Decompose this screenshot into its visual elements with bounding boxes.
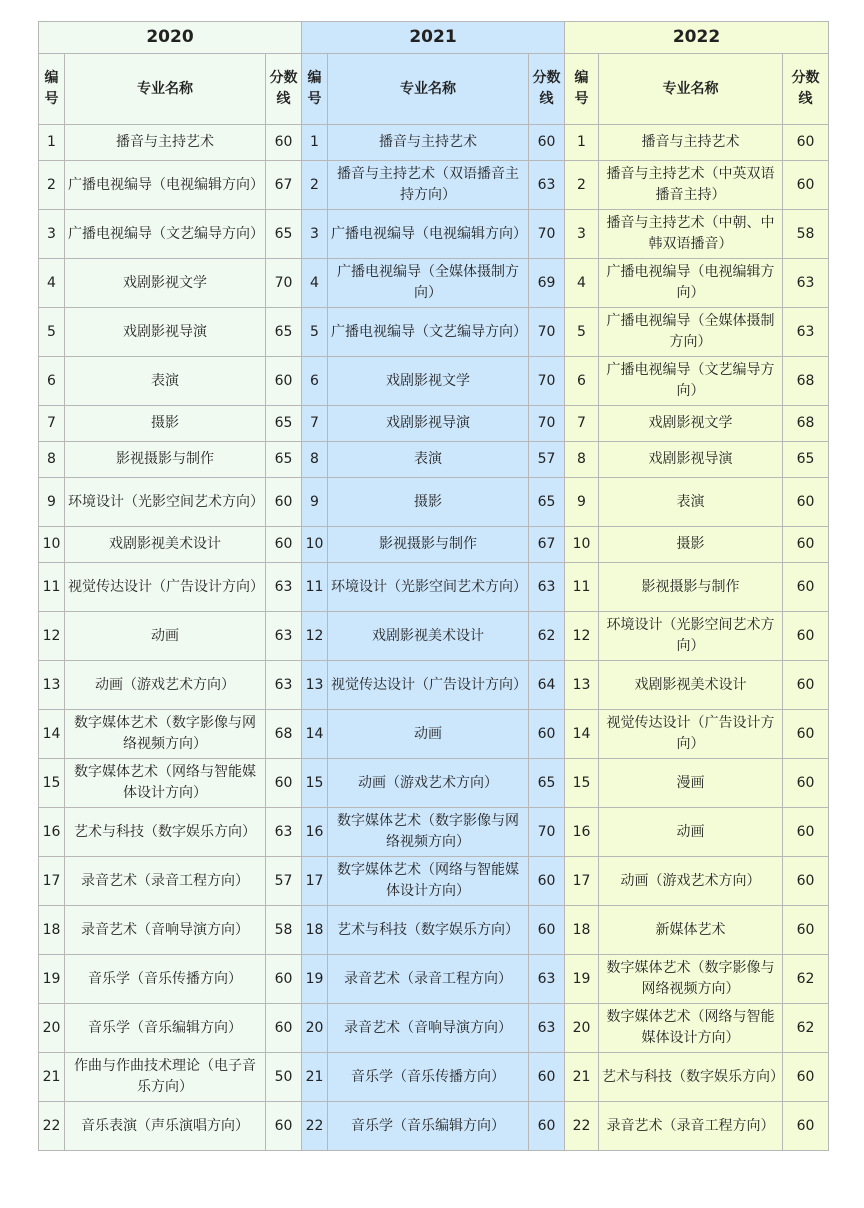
row-number: 13 (565, 661, 599, 710)
table-row (39, 612, 829, 661)
cutoff-score: 63 (266, 808, 302, 857)
major-name: 广播电视编导（电视编辑方向） (328, 210, 529, 259)
row-number: 5 (302, 308, 328, 357)
col-header-num: 编号 (39, 54, 65, 125)
year-header-row (39, 22, 829, 54)
cutoff-score: 70 (529, 406, 565, 442)
cutoff-score: 65 (266, 442, 302, 478)
col-header-score: 分数线 (266, 54, 302, 125)
cutoff-score: 63 (529, 955, 565, 1004)
major-name: 播音与主持艺术 (65, 125, 266, 161)
row-number: 18 (565, 906, 599, 955)
cutoff-score: 68 (783, 406, 829, 442)
row-number: 2 (302, 161, 328, 210)
major-name: 录音艺术（音响导演方向） (328, 1004, 529, 1053)
row-number: 16 (565, 808, 599, 857)
table-row (39, 710, 829, 759)
major-name: 作曲与作曲技术理论（电子音乐方向） (65, 1053, 266, 1102)
row-number: 11 (39, 563, 65, 612)
row-number: 15 (302, 759, 328, 808)
cutoff-score: 57 (266, 857, 302, 906)
row-number: 6 (39, 357, 65, 406)
major-name: 戏剧影视美术设计 (599, 661, 783, 710)
cutoff-score: 60 (266, 527, 302, 563)
year-header: 2020 (39, 22, 302, 54)
table-row (39, 1053, 829, 1102)
cutoff-score: 67 (266, 161, 302, 210)
cutoff-score: 60 (783, 527, 829, 563)
major-name: 影视摄影与制作 (328, 527, 529, 563)
cutoff-score: 60 (783, 661, 829, 710)
row-number: 17 (39, 857, 65, 906)
row-number: 15 (39, 759, 65, 808)
cutoff-score: 63 (529, 1004, 565, 1053)
major-name: 录音艺术（录音工程方向） (599, 1102, 783, 1151)
row-number: 1 (565, 125, 599, 161)
major-name: 播音与主持艺术（双语播音主持方向） (328, 161, 529, 210)
major-name: 摄影 (328, 478, 529, 527)
table-row (39, 563, 829, 612)
major-name: 广播电视编导（文艺编导方向） (65, 210, 266, 259)
major-name: 艺术与科技（数字娱乐方向） (65, 808, 266, 857)
cutoff-score: 69 (529, 259, 565, 308)
major-name: 环境设计（光影空间艺术方向） (599, 612, 783, 661)
major-name: 摄影 (599, 527, 783, 563)
row-number: 10 (565, 527, 599, 563)
row-number: 1 (39, 125, 65, 161)
row-number: 14 (302, 710, 328, 759)
row-number: 7 (302, 406, 328, 442)
major-name: 动画 (65, 612, 266, 661)
row-number: 16 (302, 808, 328, 857)
major-name: 表演 (599, 478, 783, 527)
major-name: 新媒体艺术 (599, 906, 783, 955)
table-row (39, 308, 829, 357)
row-number: 5 (565, 308, 599, 357)
row-number: 9 (565, 478, 599, 527)
major-name: 音乐学（音乐编辑方向） (65, 1004, 266, 1053)
cutoff-score: 63 (783, 308, 829, 357)
col-header-name: 专业名称 (328, 54, 529, 125)
row-number: 14 (39, 710, 65, 759)
cutoff-score: 58 (783, 210, 829, 259)
cutoff-score: 63 (529, 563, 565, 612)
col-header-name: 专业名称 (599, 54, 783, 125)
row-number: 21 (39, 1053, 65, 1102)
cutoff-score: 63 (783, 259, 829, 308)
row-number: 6 (302, 357, 328, 406)
major-name: 录音艺术（录音工程方向） (328, 955, 529, 1004)
cutoff-score: 65 (529, 478, 565, 527)
row-number: 22 (565, 1102, 599, 1151)
cutoff-score: 70 (266, 259, 302, 308)
cutoff-score: 63 (266, 563, 302, 612)
row-number: 9 (302, 478, 328, 527)
major-name: 广播电视编导（文艺编导方向） (328, 308, 529, 357)
row-number: 7 (565, 406, 599, 442)
major-name: 戏剧影视文学 (599, 406, 783, 442)
row-number: 11 (565, 563, 599, 612)
row-number: 5 (39, 308, 65, 357)
cutoff-score: 60 (783, 1102, 829, 1151)
cutoff-score: 57 (529, 442, 565, 478)
cutoff-score: 60 (783, 563, 829, 612)
table-body (39, 125, 829, 1151)
cutoff-score: 70 (529, 308, 565, 357)
cutoff-score: 65 (266, 406, 302, 442)
row-number: 14 (565, 710, 599, 759)
major-name: 音乐学（音乐传播方向） (65, 955, 266, 1004)
major-name: 广播电视编导（全媒体摄制方向） (328, 259, 529, 308)
row-number: 19 (565, 955, 599, 1004)
major-name: 动画 (599, 808, 783, 857)
cutoff-score: 60 (266, 478, 302, 527)
table-row (39, 759, 829, 808)
major-name: 戏剧影视导演 (599, 442, 783, 478)
row-number: 17 (565, 857, 599, 906)
row-number: 8 (565, 442, 599, 478)
row-number: 20 (565, 1004, 599, 1053)
cutoff-score: 60 (266, 955, 302, 1004)
row-number: 2 (565, 161, 599, 210)
major-name: 影视摄影与制作 (65, 442, 266, 478)
table-row (39, 808, 829, 857)
major-name: 动画（游戏艺术方向） (599, 857, 783, 906)
row-number: 12 (302, 612, 328, 661)
major-name: 播音与主持艺术（中英双语播音主持） (599, 161, 783, 210)
row-number: 17 (302, 857, 328, 906)
row-number: 9 (39, 478, 65, 527)
major-name: 广播电视编导（文艺编导方向） (599, 357, 783, 406)
cutoff-score: 60 (783, 478, 829, 527)
row-number: 19 (39, 955, 65, 1004)
row-number: 4 (39, 259, 65, 308)
table-row (39, 527, 829, 563)
major-name: 数字媒体艺术（数字影像与网络视频方向） (599, 955, 783, 1004)
table-row (39, 1102, 829, 1151)
cutoff-score: 65 (529, 759, 565, 808)
table-row (39, 161, 829, 210)
cutoff-score: 60 (783, 808, 829, 857)
major-name: 音乐学（音乐传播方向） (328, 1053, 529, 1102)
cutoff-score: 60 (266, 759, 302, 808)
cutoff-score: 70 (529, 357, 565, 406)
major-name: 视觉传达设计（广告设计方向） (328, 661, 529, 710)
cutoff-score: 68 (266, 710, 302, 759)
major-name: 影视摄影与制作 (599, 563, 783, 612)
cutoff-score: 63 (266, 661, 302, 710)
cutoff-score: 60 (529, 1102, 565, 1151)
row-number: 12 (39, 612, 65, 661)
cutoff-score: 65 (783, 442, 829, 478)
major-name: 数字媒体艺术（网络与智能媒体设计方向） (65, 759, 266, 808)
row-number: 7 (39, 406, 65, 442)
table-row (39, 955, 829, 1004)
major-name: 音乐表演（声乐演唱方向） (65, 1102, 266, 1151)
major-name: 环境设计（光影空间艺术方向） (328, 563, 529, 612)
table-row (39, 406, 829, 442)
table-row (39, 906, 829, 955)
row-number: 4 (302, 259, 328, 308)
row-number: 19 (302, 955, 328, 1004)
table-row (39, 259, 829, 308)
cutoff-score: 63 (529, 161, 565, 210)
major-name: 戏剧影视导演 (328, 406, 529, 442)
major-name: 数字媒体艺术（数字影像与网络视频方向） (328, 808, 529, 857)
row-number: 3 (302, 210, 328, 259)
major-name: 录音艺术（音响导演方向） (65, 906, 266, 955)
major-name: 数字媒体艺术（数字影像与网络视频方向） (65, 710, 266, 759)
major-name: 动画（游戏艺术方向） (65, 661, 266, 710)
cutoff-score: 50 (266, 1053, 302, 1102)
cutoff-score: 65 (266, 308, 302, 357)
cutoff-score: 60 (529, 710, 565, 759)
major-name: 广播电视编导（电视编辑方向） (599, 259, 783, 308)
cutoff-score: 60 (266, 1102, 302, 1151)
major-name: 戏剧影视美术设计 (65, 527, 266, 563)
cutoff-score: 60 (266, 1004, 302, 1053)
row-number: 8 (302, 442, 328, 478)
row-number: 6 (565, 357, 599, 406)
cutoff-score: 60 (529, 906, 565, 955)
cutoff-score: 70 (529, 210, 565, 259)
table-row (39, 1004, 829, 1053)
cutoff-score: 60 (783, 161, 829, 210)
cutoff-score: 67 (529, 527, 565, 563)
cutoff-score: 60 (783, 612, 829, 661)
major-name: 数字媒体艺术（网络与智能媒体设计方向） (599, 1004, 783, 1053)
col-header-name: 专业名称 (65, 54, 266, 125)
cutoff-score: 58 (266, 906, 302, 955)
cutoff-score: 65 (266, 210, 302, 259)
cutoff-score: 62 (783, 1004, 829, 1053)
cutoff-score: 62 (529, 612, 565, 661)
table-row (39, 478, 829, 527)
row-number: 10 (302, 527, 328, 563)
row-number: 16 (39, 808, 65, 857)
major-name: 视觉传达设计（广告设计方向） (65, 563, 266, 612)
table-row (39, 661, 829, 710)
row-number: 18 (39, 906, 65, 955)
major-name: 戏剧影视美术设计 (328, 612, 529, 661)
column-header-row (39, 54, 829, 125)
row-number: 8 (39, 442, 65, 478)
col-header-num: 编号 (302, 54, 328, 125)
row-number: 11 (302, 563, 328, 612)
major-name: 数字媒体艺术（网络与智能媒体设计方向） (328, 857, 529, 906)
cutoff-score: 60 (783, 759, 829, 808)
major-name: 表演 (65, 357, 266, 406)
row-number: 18 (302, 906, 328, 955)
table-row (39, 857, 829, 906)
row-number: 3 (39, 210, 65, 259)
cutoff-score: 70 (529, 808, 565, 857)
row-number: 21 (302, 1053, 328, 1102)
cutoff-score: 68 (783, 357, 829, 406)
cutoff-score: 60 (529, 1053, 565, 1102)
table-row (39, 210, 829, 259)
row-number: 2 (39, 161, 65, 210)
major-name: 音乐学（音乐编辑方向） (328, 1102, 529, 1151)
row-number: 13 (302, 661, 328, 710)
major-name: 环境设计（光影空间艺术方向） (65, 478, 266, 527)
row-number: 1 (302, 125, 328, 161)
cutoff-score: 60 (783, 1053, 829, 1102)
row-number: 4 (565, 259, 599, 308)
row-number: 15 (565, 759, 599, 808)
cutoff-score: 60 (266, 125, 302, 161)
row-number: 3 (565, 210, 599, 259)
cutoff-score: 63 (266, 612, 302, 661)
col-header-score: 分数线 (529, 54, 565, 125)
major-name: 动画（游戏艺术方向） (328, 759, 529, 808)
major-name: 表演 (328, 442, 529, 478)
major-name: 广播电视编导（全媒体摄制方向） (599, 308, 783, 357)
col-header-score: 分数线 (783, 54, 829, 125)
cutoff-score: 60 (529, 857, 565, 906)
table-row (39, 125, 829, 161)
cutoff-score: 60 (266, 357, 302, 406)
row-number: 20 (39, 1004, 65, 1053)
row-number: 20 (302, 1004, 328, 1053)
major-name: 戏剧影视导演 (65, 308, 266, 357)
admission-score-table (38, 21, 829, 1151)
col-header-num: 编号 (565, 54, 599, 125)
major-name: 播音与主持艺术 (599, 125, 783, 161)
row-number: 10 (39, 527, 65, 563)
major-name: 漫画 (599, 759, 783, 808)
major-name: 录音艺术（录音工程方向） (65, 857, 266, 906)
row-number: 22 (302, 1102, 328, 1151)
cutoff-score: 60 (783, 906, 829, 955)
cutoff-score: 60 (529, 125, 565, 161)
major-name: 播音与主持艺术（中朝、中韩双语播音） (599, 210, 783, 259)
cutoff-score: 64 (529, 661, 565, 710)
major-name: 视觉传达设计（广告设计方向） (599, 710, 783, 759)
cutoff-score: 60 (783, 710, 829, 759)
row-number: 13 (39, 661, 65, 710)
major-name: 动画 (328, 710, 529, 759)
year-header: 2022 (565, 22, 829, 54)
cutoff-score: 60 (783, 125, 829, 161)
table-row (39, 442, 829, 478)
major-name: 摄影 (65, 406, 266, 442)
cutoff-score: 62 (783, 955, 829, 1004)
major-name: 艺术与科技（数字娱乐方向） (328, 906, 529, 955)
year-header: 2021 (302, 22, 565, 54)
major-name: 戏剧影视文学 (328, 357, 529, 406)
major-name: 广播电视编导（电视编辑方向） (65, 161, 266, 210)
major-name: 艺术与科技（数字娱乐方向） (599, 1053, 783, 1102)
table-row (39, 357, 829, 406)
row-number: 12 (565, 612, 599, 661)
major-name: 戏剧影视文学 (65, 259, 266, 308)
cutoff-score: 60 (783, 857, 829, 906)
row-number: 22 (39, 1102, 65, 1151)
major-name: 播音与主持艺术 (328, 125, 529, 161)
row-number: 21 (565, 1053, 599, 1102)
